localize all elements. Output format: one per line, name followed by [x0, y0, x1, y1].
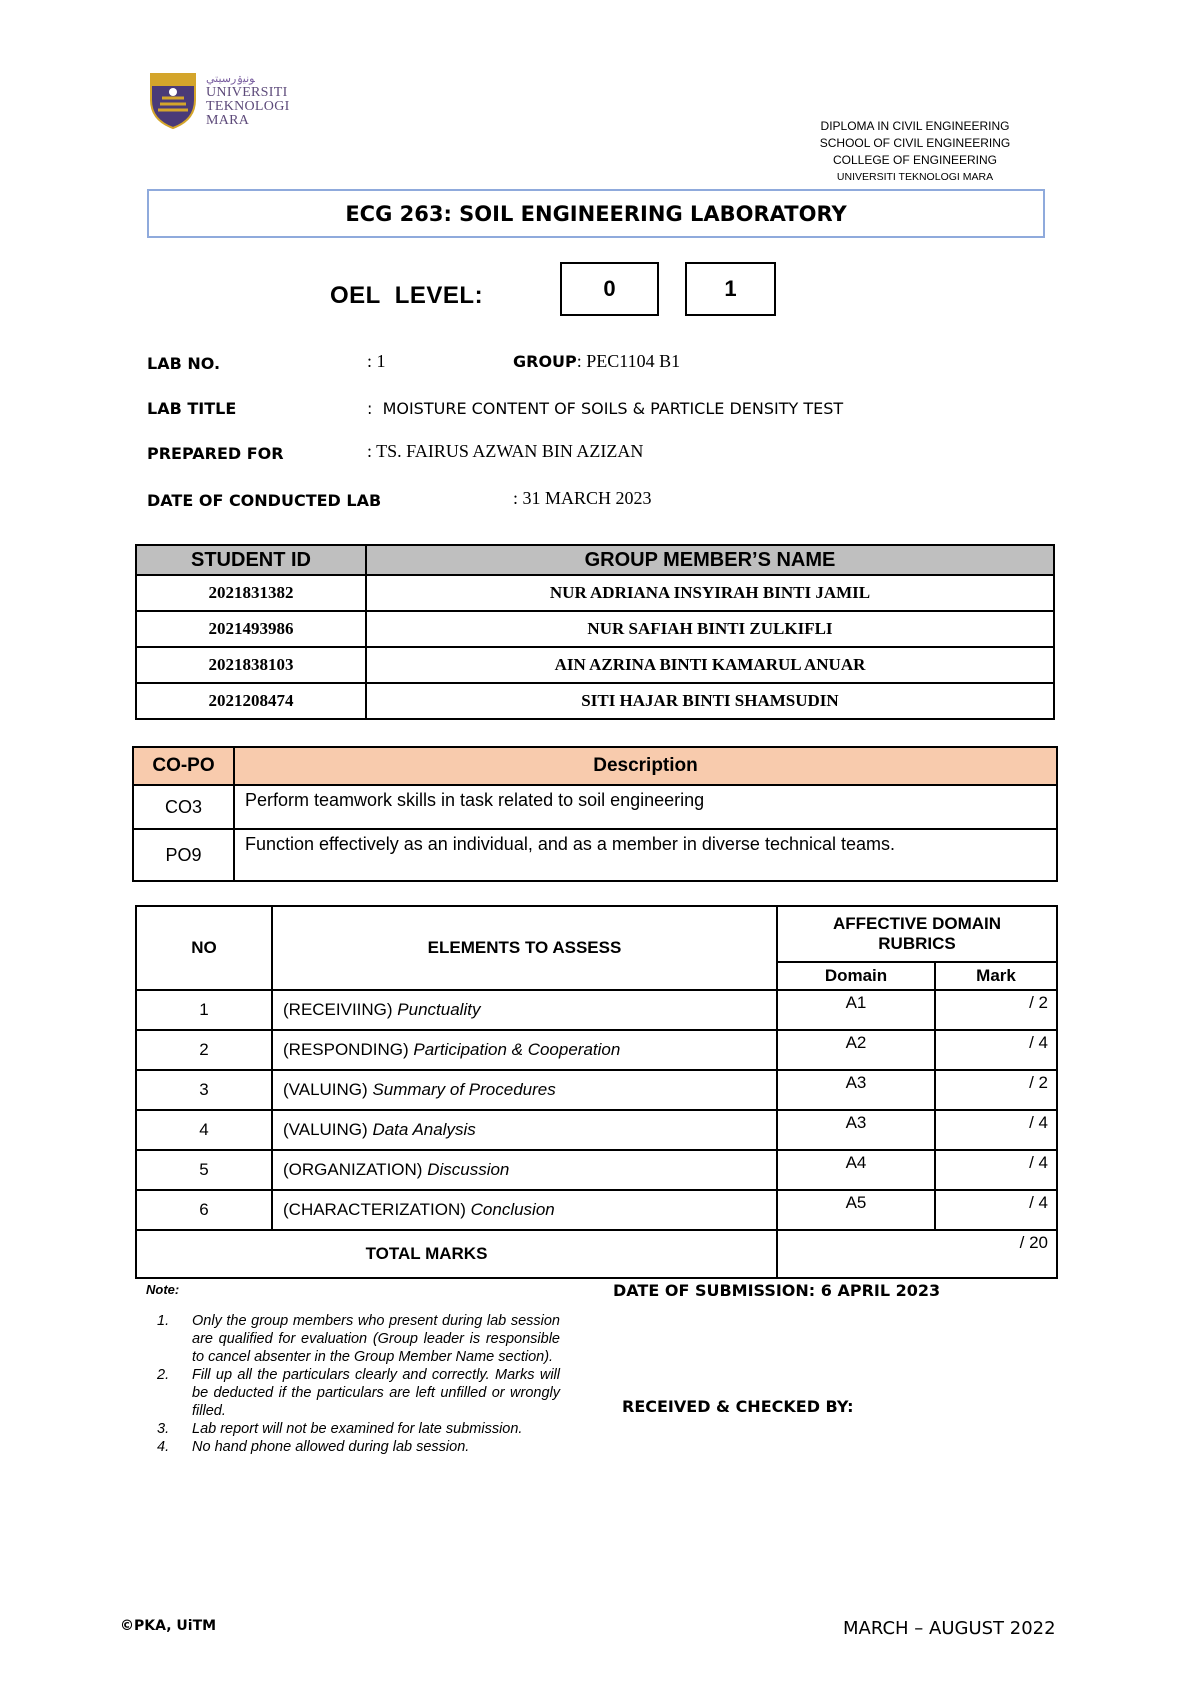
mark-value: / 4: [935, 1030, 1057, 1070]
mark-value: / 4: [935, 1150, 1057, 1190]
college-name: COLLEGE OF ENGINEERING: [832, 153, 998, 167]
row-number: 3: [136, 1070, 272, 1110]
group-field: [513, 351, 680, 372]
mark-value: / 2: [935, 990, 1057, 1030]
domain-code: A4: [777, 1150, 935, 1190]
co-po-code: PO9: [133, 829, 234, 881]
table-row: [133, 785, 1057, 829]
note-item: 3. Lab report will not be examined for late submission.: [157, 1421, 523, 1437]
date-conducted-label: DATE OF CONDUCTED LAB: [147, 491, 382, 510]
row-number: 4: [136, 1110, 272, 1150]
domain-header: Domain: [777, 962, 935, 990]
notes-title: Note:: [146, 1282, 180, 1297]
school-name: SCHOOL OF CIVIL ENGINEERING: [819, 136, 1011, 150]
mark-value: / 2: [935, 1070, 1057, 1110]
table-row: [136, 1190, 1057, 1230]
total-marks-value: / 20: [777, 1230, 1057, 1278]
element-item: Data Analysis: [372, 1120, 476, 1139]
co-po-header: CO-PO: [133, 747, 234, 785]
table-row: [136, 683, 1054, 719]
student-name: SITI HAJAR BINTI SHAMSUDIN: [366, 683, 1054, 719]
co-po-code: CO3: [133, 785, 234, 829]
element-item: Conclusion: [470, 1200, 555, 1219]
affective-domain-header: AFFECTIVE DOMAIN RUBRICS: [777, 906, 1057, 962]
total-marks-label: TOTAL MARKS: [136, 1230, 777, 1278]
student-id: 2021493986: [136, 611, 366, 647]
session-period: MARCH – AUGUST 2022: [843, 1618, 1056, 1639]
logo-line-2: TEKNOLOGI: [206, 99, 290, 114]
no-header: NO: [136, 906, 272, 990]
assess-element: [272, 990, 777, 1030]
table-row: [136, 611, 1054, 647]
oel-digit-box: 0: [560, 262, 659, 316]
element-level: (VALUING): [283, 1120, 368, 1139]
table-header-row: [136, 906, 1057, 962]
date-conducted-value: : 31 MARCH 2023: [513, 488, 652, 508]
group-label: GROUP: [513, 352, 577, 371]
oel-digit-box: 1: [685, 262, 776, 316]
copyright-text: ©PKA, UiTM: [120, 1618, 217, 1634]
note-item: 4. No hand phone allowed during lab session.: [157, 1439, 470, 1455]
uitm-logo: [148, 70, 298, 130]
row-number: 2: [136, 1030, 272, 1070]
row-number: 5: [136, 1150, 272, 1190]
co-po-table: [132, 746, 1058, 882]
student-id: 2021831382: [136, 575, 366, 611]
oel-level-label: OEL LEVEL:: [330, 282, 484, 309]
notes-list: [150, 1312, 560, 1456]
mark-value: / 4: [935, 1110, 1057, 1150]
domain-code: A3: [777, 1110, 935, 1150]
note-item: 1. Only the group members who present during lab session are qualified for evaluation (Group leader is responsible to cancel absenter in the Group Member Name section).: [157, 1313, 560, 1365]
assess-element: [272, 1070, 777, 1110]
lab-title-value: : MOISTURE CONTENT OF SOILS & PARTICLE DENSITY TEST: [367, 399, 844, 418]
table-row: [136, 1070, 1057, 1110]
assess-element: [272, 1150, 777, 1190]
lab-no-label: LAB NO.: [147, 354, 221, 373]
student-id: 2021838103: [136, 647, 366, 683]
received-checked-by: RECEIVED & CHECKED BY:: [622, 1397, 854, 1416]
co-po-description: Function effectively as an individual, and as a member in diverse technical teams.: [234, 829, 1057, 881]
row-number: 1: [136, 990, 272, 1030]
logo-script: ﻮﻧﻴۏﺭﺳﻴﺘﻲ: [206, 73, 255, 85]
member-name-header: GROUP MEMBER’S NAME: [366, 545, 1054, 575]
domain-code: A5: [777, 1190, 935, 1230]
table-header-row: [136, 545, 1054, 575]
lab-title-label: LAB TITLE: [147, 399, 237, 418]
table-row: [136, 1030, 1057, 1070]
table-row: [136, 647, 1054, 683]
co-po-description: Perform teamwork skills in task related to soil engineering: [234, 785, 1057, 829]
assess-element: [272, 1190, 777, 1230]
group-value: : PEC1104 B1: [576, 351, 681, 371]
table-row: [133, 829, 1057, 881]
domain-code: A1: [777, 990, 935, 1030]
element-level: (RECEIVIING): [283, 1000, 393, 1019]
logo-line-1: UNIVERSITI: [206, 85, 288, 100]
note-item: 2. Fill up all the particulars clearly and correctly. Marks will be deducted if the particulars are left unfilled or wrongly filled.: [157, 1367, 560, 1419]
student-name: NUR ADRIANA INSYIRAH BINTI JAMIL: [366, 575, 1054, 611]
prepared-for-label: PREPARED FOR: [147, 444, 284, 463]
table-row: [136, 575, 1054, 611]
student-name: AIN AZRINA BINTI KAMARUL ANUAR: [366, 647, 1054, 683]
element-item: Summary of Procedures: [372, 1080, 556, 1099]
description-header: Description: [234, 747, 1057, 785]
lab-no-value: : 1: [367, 351, 386, 371]
element-item: Participation & Cooperation: [413, 1040, 621, 1059]
assess-element: [272, 1030, 777, 1070]
element-level: (RESPONDING): [283, 1040, 409, 1059]
mark-header: Mark: [935, 962, 1057, 990]
table-row: [136, 1150, 1057, 1190]
element-level: (VALUING): [283, 1080, 368, 1099]
row-number: 6: [136, 1190, 272, 1230]
element-level: (CHARACTERIZATION): [283, 1200, 466, 1219]
table-header-row: [133, 747, 1057, 785]
student-name: NUR SAFIAH BINTI ZULKIFLI: [366, 611, 1054, 647]
group-members-table: [135, 544, 1055, 720]
prepared-for-value: : TS. FAIRUS AZWAN BIN AZIZAN: [367, 441, 644, 461]
domain-code: A2: [777, 1030, 935, 1070]
uitm-crest-icon: [148, 70, 198, 130]
mark-value: / 4: [935, 1190, 1057, 1230]
rubric-table: [135, 905, 1058, 1279]
institution-block: [790, 118, 1040, 186]
submission-date: DATE OF SUBMISSION: 6 APRIL 2023: [613, 1281, 941, 1300]
university-name: UNIVERSITI TEKNOLOGI MARA: [836, 171, 994, 183]
element-item: Discussion: [427, 1160, 510, 1179]
assess-element: [272, 1110, 777, 1150]
elements-header: ELEMENTS TO ASSESS: [272, 906, 777, 990]
student-id-header: STUDENT ID: [136, 545, 366, 575]
course-title: ECG 263: SOIL ENGINEERING LABORATORY: [147, 189, 1045, 238]
total-row: [136, 1230, 1057, 1278]
table-row: [136, 990, 1057, 1030]
element-item: Punctuality: [397, 1000, 481, 1019]
element-level: (ORGANIZATION): [283, 1160, 423, 1179]
logo-line-3: MARA: [206, 113, 250, 128]
table-row: [136, 1110, 1057, 1150]
domain-code: A3: [777, 1070, 935, 1110]
program-name: DIPLOMA IN CIVIL ENGINEERING: [820, 119, 1010, 133]
student-id: 2021208474: [136, 683, 366, 719]
